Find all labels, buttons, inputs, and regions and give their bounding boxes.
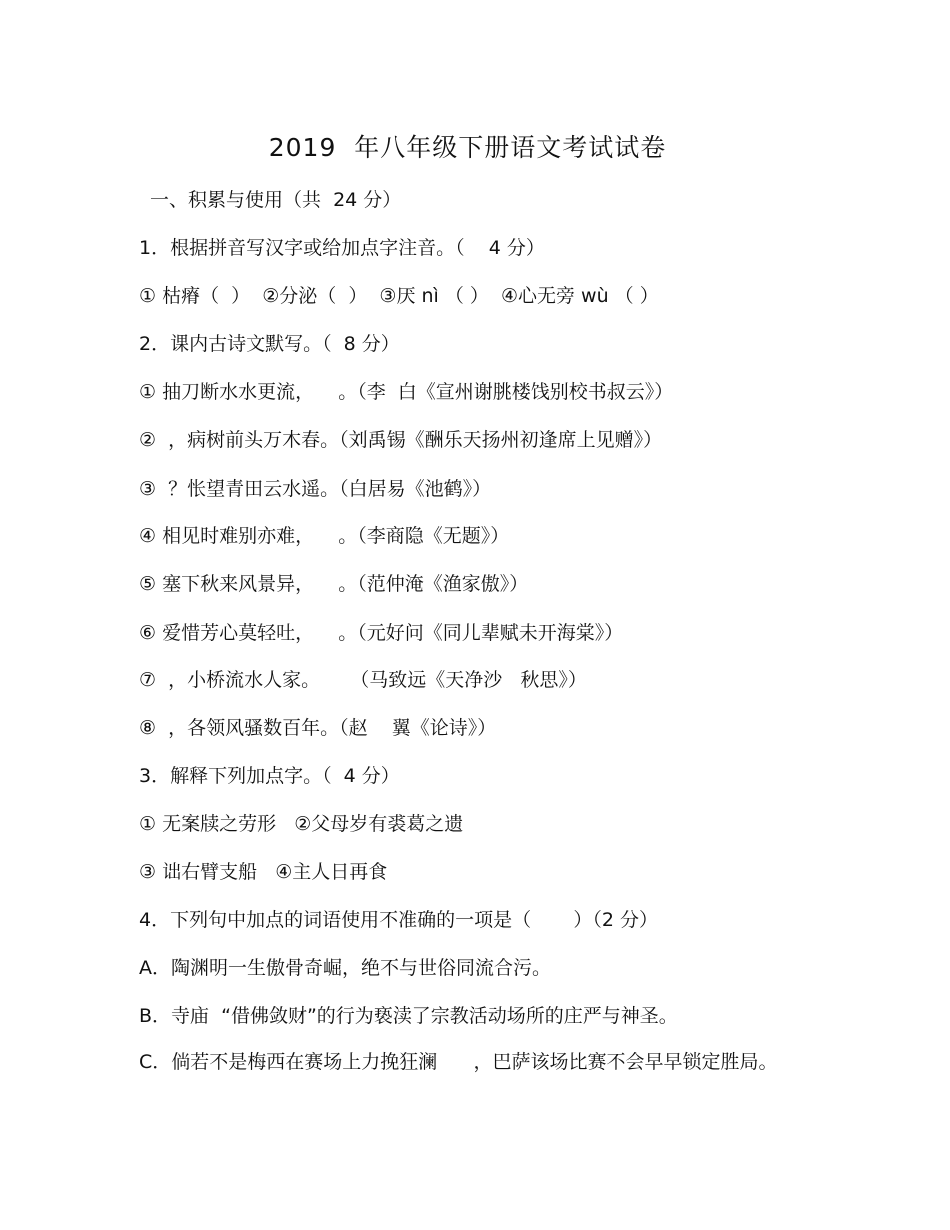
question-2-item: ④ 相见时难别亦难， 。（李商隐《无题》） [139,525,510,547]
question-2-item: ⑤ 塞下秋来风景异， 。（范仲淹《渔家傲》） [139,573,529,595]
section-heading: 一、积累与使用（共 24 分） [150,189,402,211]
question-2-prompt: 2．课内古诗文默写。（ 8 分） [139,333,400,355]
question-4-option-a: A．陶渊明一生傲骨奇崛，绝不与世俗同流合污。 [139,957,551,979]
question-2-item: ① 抽刀断水水更流， 。（李 白《宣州谢朓楼饯别校书叔云》） [139,381,674,403]
question-2-item: ② ，病树前头万木春。（刘禹锡《酬乐天扬州初逢席上见赠》） [139,429,663,451]
question-4-prompt: 4．下列句中加点的词语使用不准确的一项是（ ）（2 分） [139,909,658,931]
question-2-item: ⑧ ，各领风骚数百年。（赵 翼《论诗》） [139,717,497,739]
page-title: 2019 年八年级下册语文考试试卷 [268,133,667,162]
question-2-item: ⑥ 爱惜芳心莫轻吐， 。（元好问《同儿辈赋未开海棠》） [139,622,624,644]
question-3-item: ③ 诎右臂支船 ④主人日再食 [139,861,388,883]
question-4-option-b: B．寺庙 “借佛敛财”的行为亵渎了宗教活动场所的庄严与神圣。 [139,1005,678,1027]
question-3-item: ① 无案牍之劳形 ②父母岁有裘葛之遗 [139,813,464,835]
question-2-item: ③ ？怅望青田云水遥。（白居易《池鹤》） [139,478,492,500]
question-1-prompt: 1．根据拼音写汉字或给加点字注音。（ 4 分） [139,237,545,259]
question-4-option-c: C．倘若不是梅西在赛场上力挽狂澜 ，巴萨该场比赛不会早早锁定胜局。 [139,1051,778,1073]
question-1-items: ① 枯瘠（ ） ②分泌（ ） ③厌 nì （ ） ④心无旁 wù （ ） [139,285,659,307]
question-2-item: ⑦ ，小桥流水人家。 （马致远《天净沙 秋思》） [139,669,587,691]
question-3-prompt: 3．解释下列加点字。（ 4 分） [139,765,400,787]
